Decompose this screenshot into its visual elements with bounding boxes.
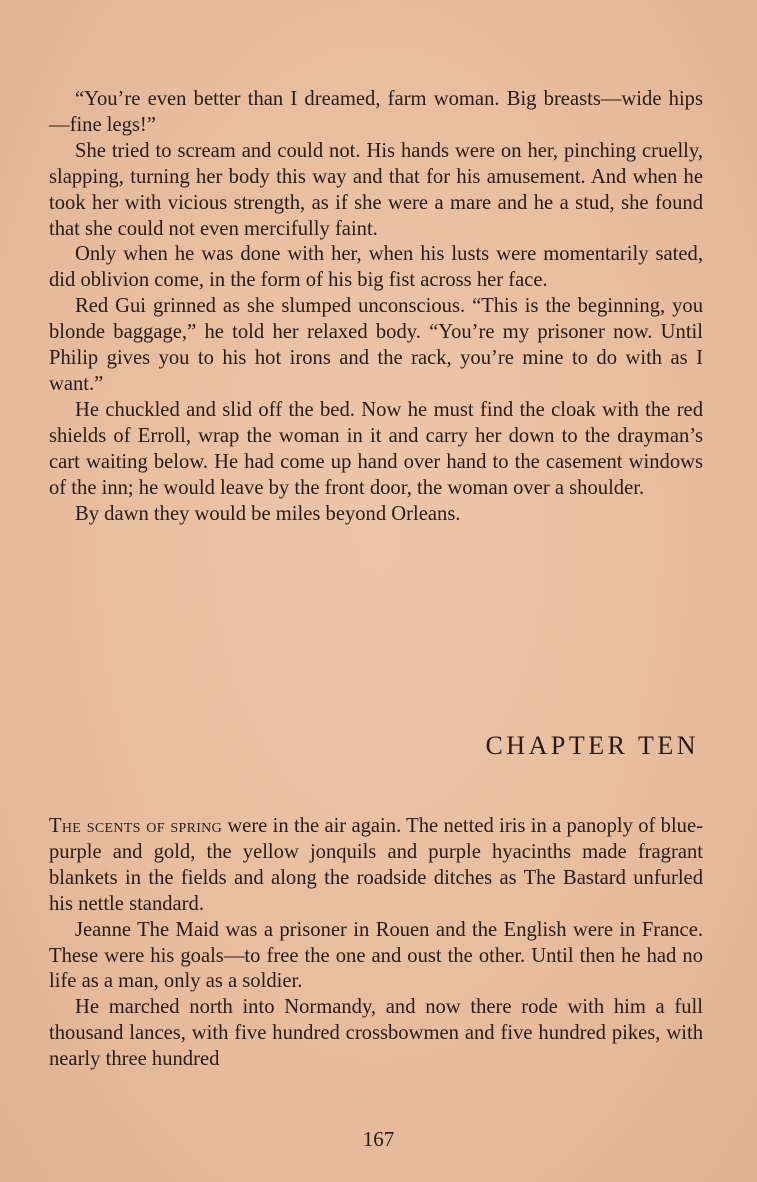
paragraph: “You’re even better than I dreamed, farm woman. Big breasts—wide hips—fine legs!” (49, 88, 703, 136)
paragraph: She tried to scream and could not. His hands were on her, pinching cruelly, slapping, turning her body this way and that for his amusement. And when he took her with vicious strength, as if she were a mare and he a stud, she found that she could not even mercifully faint. (49, 139, 703, 240)
opening-paragraph (49, 814, 703, 918)
paragraph: By dawn they would be miles beyond Orleans. (75, 502, 461, 525)
chapter-opening (49, 814, 703, 1073)
opening-smallcaps: The scents of spring (49, 815, 222, 837)
previous-chapter-ending (49, 87, 703, 527)
paragraph: Only when he was done with her, when his lusts were momentarily sated, did oblivion come, in the form of his big fist across her face. (49, 243, 703, 292)
paragraph: He chuckled and slid off the bed. Now he must find the cloak with the red shields of Erroll, wrap the woman in it and carry her down to the drayman’s cart waiting below. He had come up hand over hand to the casement windows of the inn; he would leave by the front door, the woman over a shoulder. (49, 398, 703, 499)
paragraph: Jeanne The Maid was a prisoner in Rouen and the English were in France. These were his goals—to free the one and oust the other. Until then he had no life as a man, only as a soldier. (49, 918, 703, 993)
opening-text: were in the air again. The netted iris in a panoply of blue-purple and gold, the yellow jonquils and purple hyacinths made fragrant blankets in the fields and along the roadside ditches as The Bastard unfurled his nettle standard. (49, 815, 703, 915)
paragraph: He marched north into Normandy, and now there rode with him a full thousand lances, with five hundred crossbowmen and five hundred pikes, with nearly three hundred (49, 996, 703, 1071)
chapter-title: CHAPTER TEN (485, 731, 699, 760)
paragraph: Red Gui grinned as she slumped unconscious. “This is the beginning, you blonde baggage,” he told her relaxed body. “You’re my prisoner now. Until Philip gives you to his hot irons and the rack, you’re mine to do with as I want.” (49, 295, 703, 395)
page-number: 167 (362, 1127, 395, 1151)
